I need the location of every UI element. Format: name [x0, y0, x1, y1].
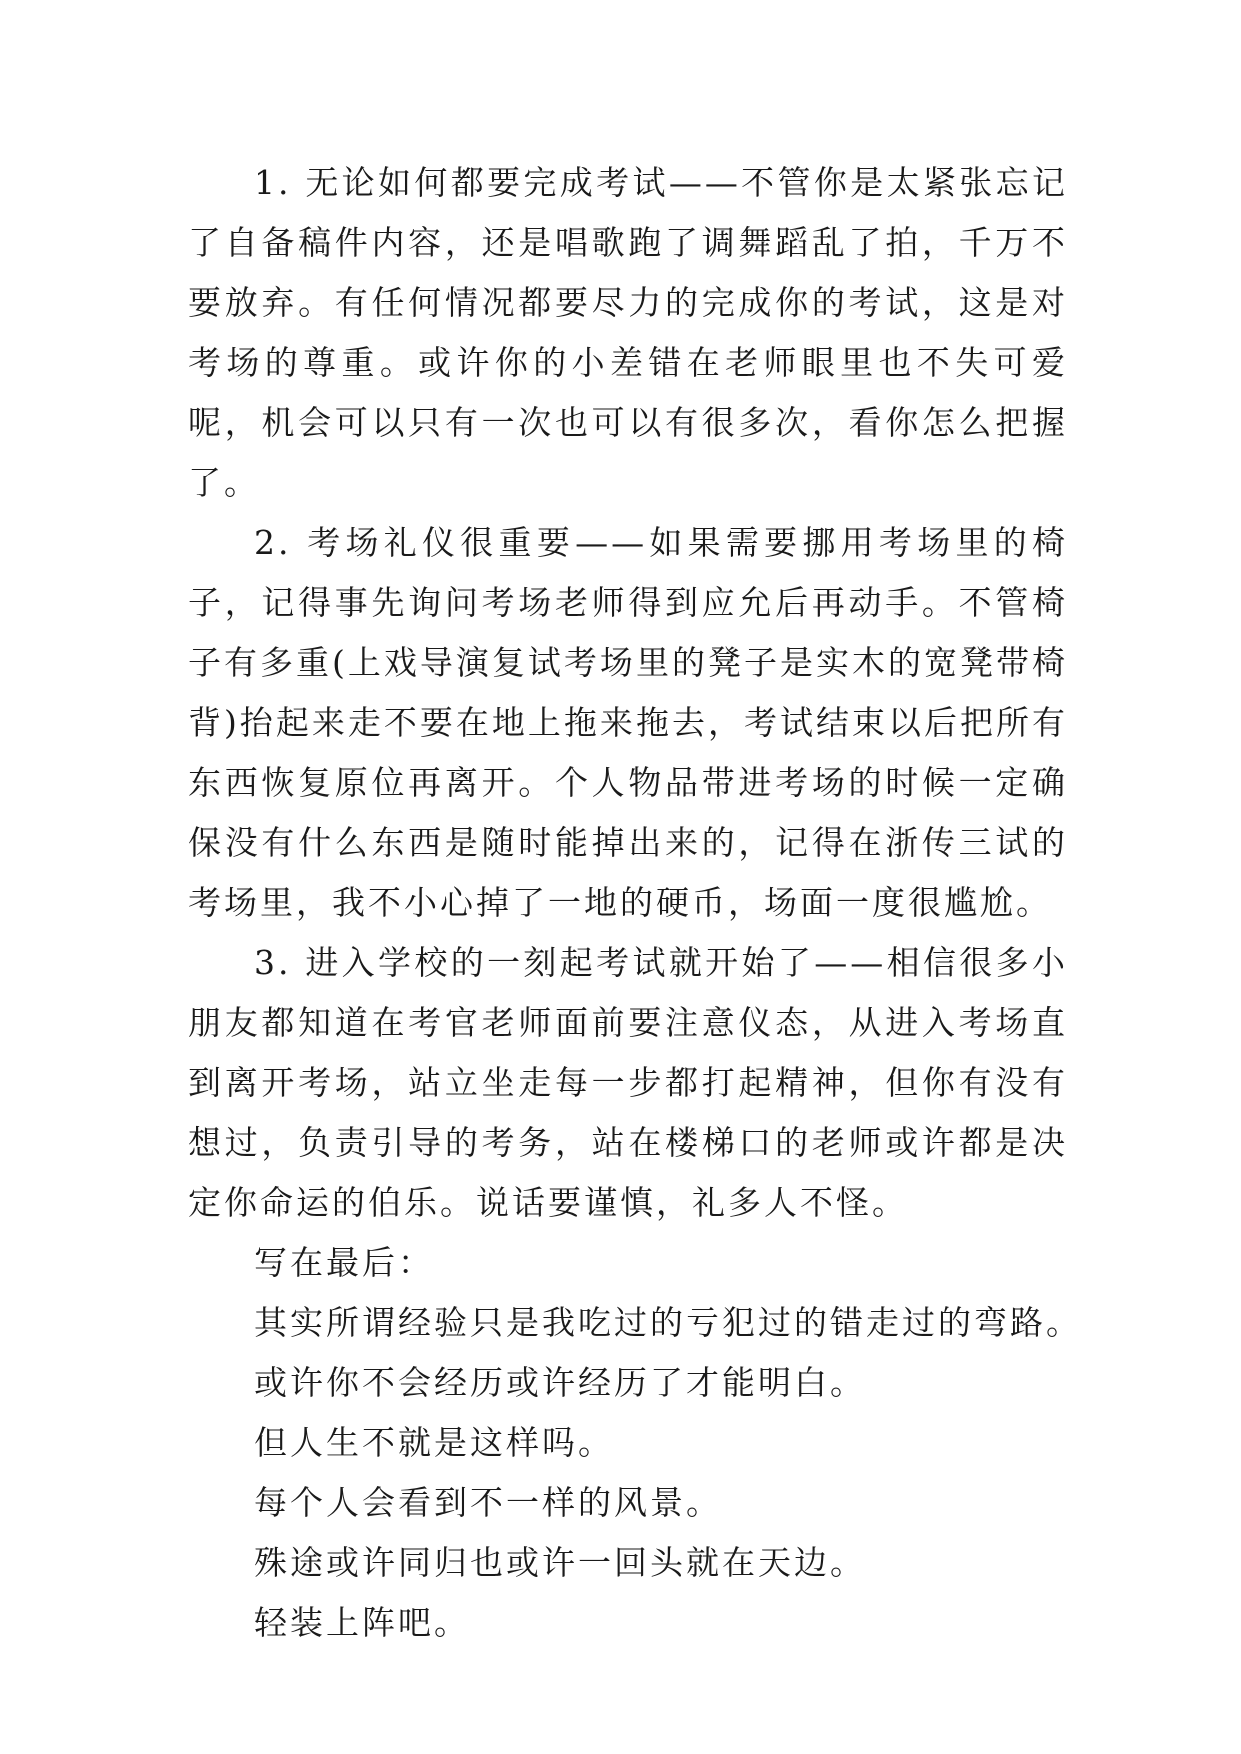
closing-line-6: 轻装上阵吧。	[254, 1603, 470, 1642]
paragraph-tip-2: 2. 考场礼仪很重要——如果需要挪用考场里的椅子，记得事先询问考场老师得到应允后再动手。不管椅子有多重(上戏导演复试考场里的凳子是实木的宽凳带椅背)抬起来走不要在地上拖来拖去，考试结束以后把所有东西恢复原位再离开。个人物品带进考场的时候一定确保没有什么东西是随时能掉出来的，记得在浙传三试的考场里，我不小心掉了一地的硬币，场面一度很尴尬。	[188, 523, 1068, 922]
closing-line-2: 或许你不会经历或许经历了才能明白。	[254, 1363, 866, 1402]
document-body	[188, 153, 1082, 1653]
closing-line-1: 其实所谓经验只是我吃过的亏犯过的错走过的弯路。	[254, 1303, 1082, 1342]
closing-section	[188, 1233, 1082, 1653]
paragraph-tip-3: 3. 进入学校的一刻起考试就开始了——相信很多小朋友都知道在考官老师面前要注意仪态，从进入考场直到离开考场，站立坐走每一步都打起精神，但你有没有想过，负责引导的考务，站在楼梯口的老师或许都是决定你命运的伯乐。说话要谨慎，礼多人不怪。	[188, 943, 1068, 1222]
closing-heading: 写在最后：	[254, 1243, 434, 1282]
closing-line-5: 殊途或许同归也或许一回头就在天边。	[254, 1543, 866, 1582]
paragraph-tip-1: 1. 无论如何都要完成考试——不管你是太紧张忘记了自备稿件内容，还是唱歌跑了调舞蹈乱了拍，千万不要放弃。有任何情况都要尽力的完成你的考试，这是对考场的尊重。或许你的小差错在老师眼里也不失可爱呢，机会可以只有一次也可以有很多次，看你怎么把握了。	[188, 163, 1068, 502]
closing-line-3: 但人生不就是这样吗。	[254, 1423, 614, 1462]
closing-line-4: 每个人会看到不一样的风景。	[254, 1483, 722, 1522]
